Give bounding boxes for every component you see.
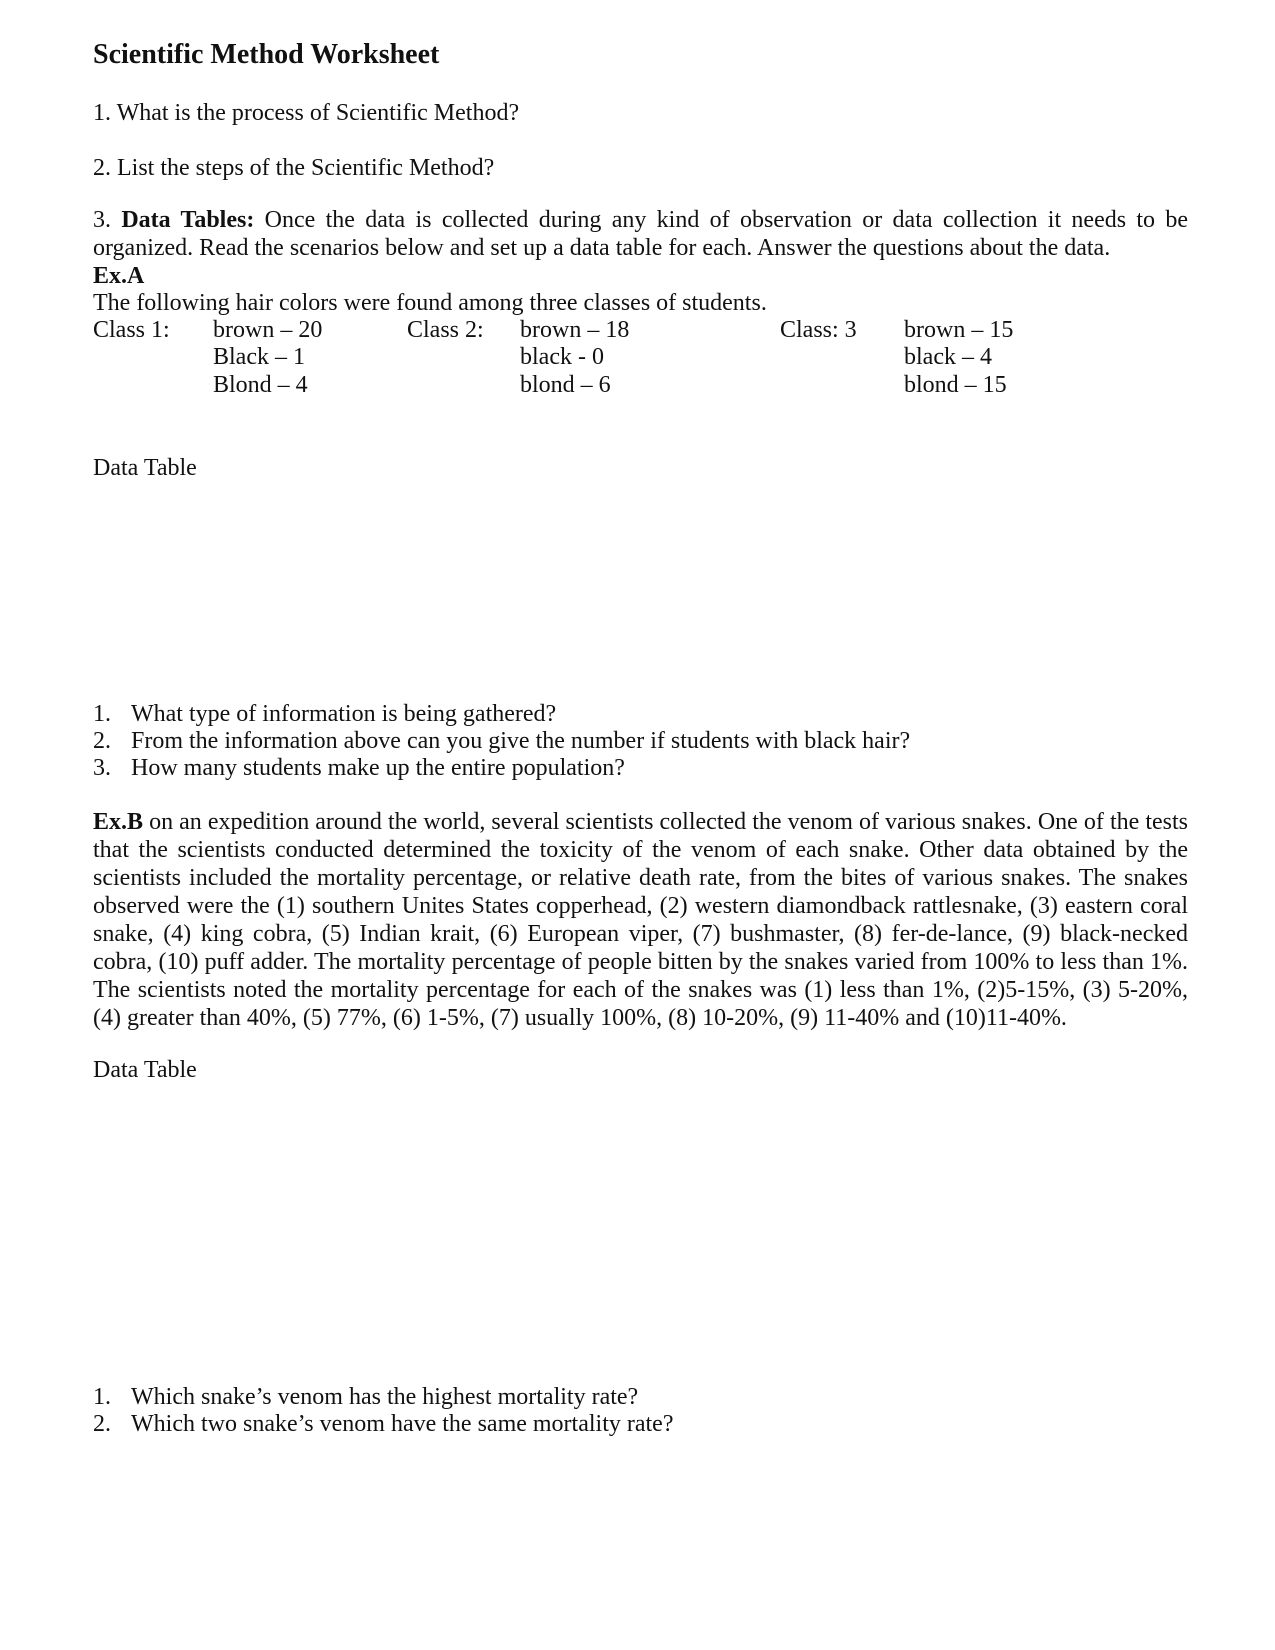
example-b-question-2 [93, 1410, 673, 1438]
question-text: From the information above can you give the number if students with black hair? [131, 728, 911, 754]
class-3-label: Class: 3 [780, 317, 857, 343]
page-title: Scientific Method Worksheet [93, 39, 440, 70]
class-3-black: black – 4 [904, 344, 992, 370]
question-3-text: Once the data is collected during any kind of observation or data collection it needs to be organized. Read the scenarios below and set up a data table for each. Answer the questions about the data. [93, 207, 1189, 261]
question-number: 1. [93, 1384, 111, 1410]
class-1-black: Black – 1 [213, 344, 305, 370]
class-2-blond: blond – 6 [520, 372, 611, 398]
question-number: 2. [93, 728, 111, 754]
class-2-label: Class 2: [407, 317, 484, 343]
question-number: 1. [93, 701, 111, 727]
example-a-heading: Ex.A [93, 263, 145, 289]
example-a-question-3 [93, 754, 625, 782]
example-a-question-2 [93, 727, 910, 755]
example-a-data-table-label: Data Table [93, 455, 197, 481]
example-a-intro: The following hair colors were found among three classes of students. [93, 290, 767, 316]
class-2-brown: brown – 18 [520, 317, 630, 343]
example-b-data-table-label: Data Table [93, 1057, 197, 1083]
class-1-blond: Blond – 4 [213, 372, 308, 398]
question-text: How many students make up the entire population? [131, 755, 625, 781]
class-3-brown: brown – 15 [904, 317, 1014, 343]
question-text: Which two snake’s venom have the same mortality rate? [131, 1411, 674, 1437]
question-number: 2. [93, 1411, 111, 1437]
class-1-label: Class 1: [93, 317, 170, 343]
example-b-question-1 [93, 1383, 638, 1411]
class-1-brown: brown – 20 [213, 317, 323, 343]
class-2-black: black - 0 [520, 344, 604, 370]
question-3 [93, 206, 1188, 262]
example-b-paragraph [93, 808, 1188, 1032]
question-text: Which snake’s venom has the highest mortality rate? [131, 1384, 639, 1410]
example-b-text: on an expedition around the world, several scientists collected the venom of various snakes. One of the tests that the scientists conducted determined the toxicity of the venom of each snake. Other data obtained by the scientists included the mortality percentage, or relative death rate, from the bites of various snakes. The snakes observed were the (1) southern Unites States copperhead, (2) western diamondback rattlesnake, (3) eastern coral snake, (4) king cobra, (5) Indian krait, (6) European viper, (7) bushmaster, (8) fer-de-lance, (9) black-necked cobra, (10) puff adder. The mortality percentage of people bitten by the snakes varied from 100% to less than 1%. The scientists noted the mortality percentage for each of the snakes was (1) less than 1%, (2)5-15%, (3) 5-20%, (4) greater than 40%, (5) 77%, (6) 1-5%, (7) usually 100%, (8) 10-20%, (9) 11-40% and (10)11-40%. [93, 809, 1188, 1031]
question-text: What type of information is being gathered? [131, 701, 557, 727]
question-1: 1. What is the process of Scientific Method? [93, 100, 520, 126]
example-b-heading: Ex.B [93, 809, 144, 835]
class-3-blond: blond – 15 [904, 372, 1007, 398]
question-3-heading: Data Tables: [121, 207, 255, 233]
question-2: 2. List the steps of the Scientific Method? [93, 155, 495, 181]
question-number: 3. [93, 755, 111, 781]
example-a-question-1 [93, 700, 556, 728]
question-3-number: 3. [93, 207, 122, 233]
